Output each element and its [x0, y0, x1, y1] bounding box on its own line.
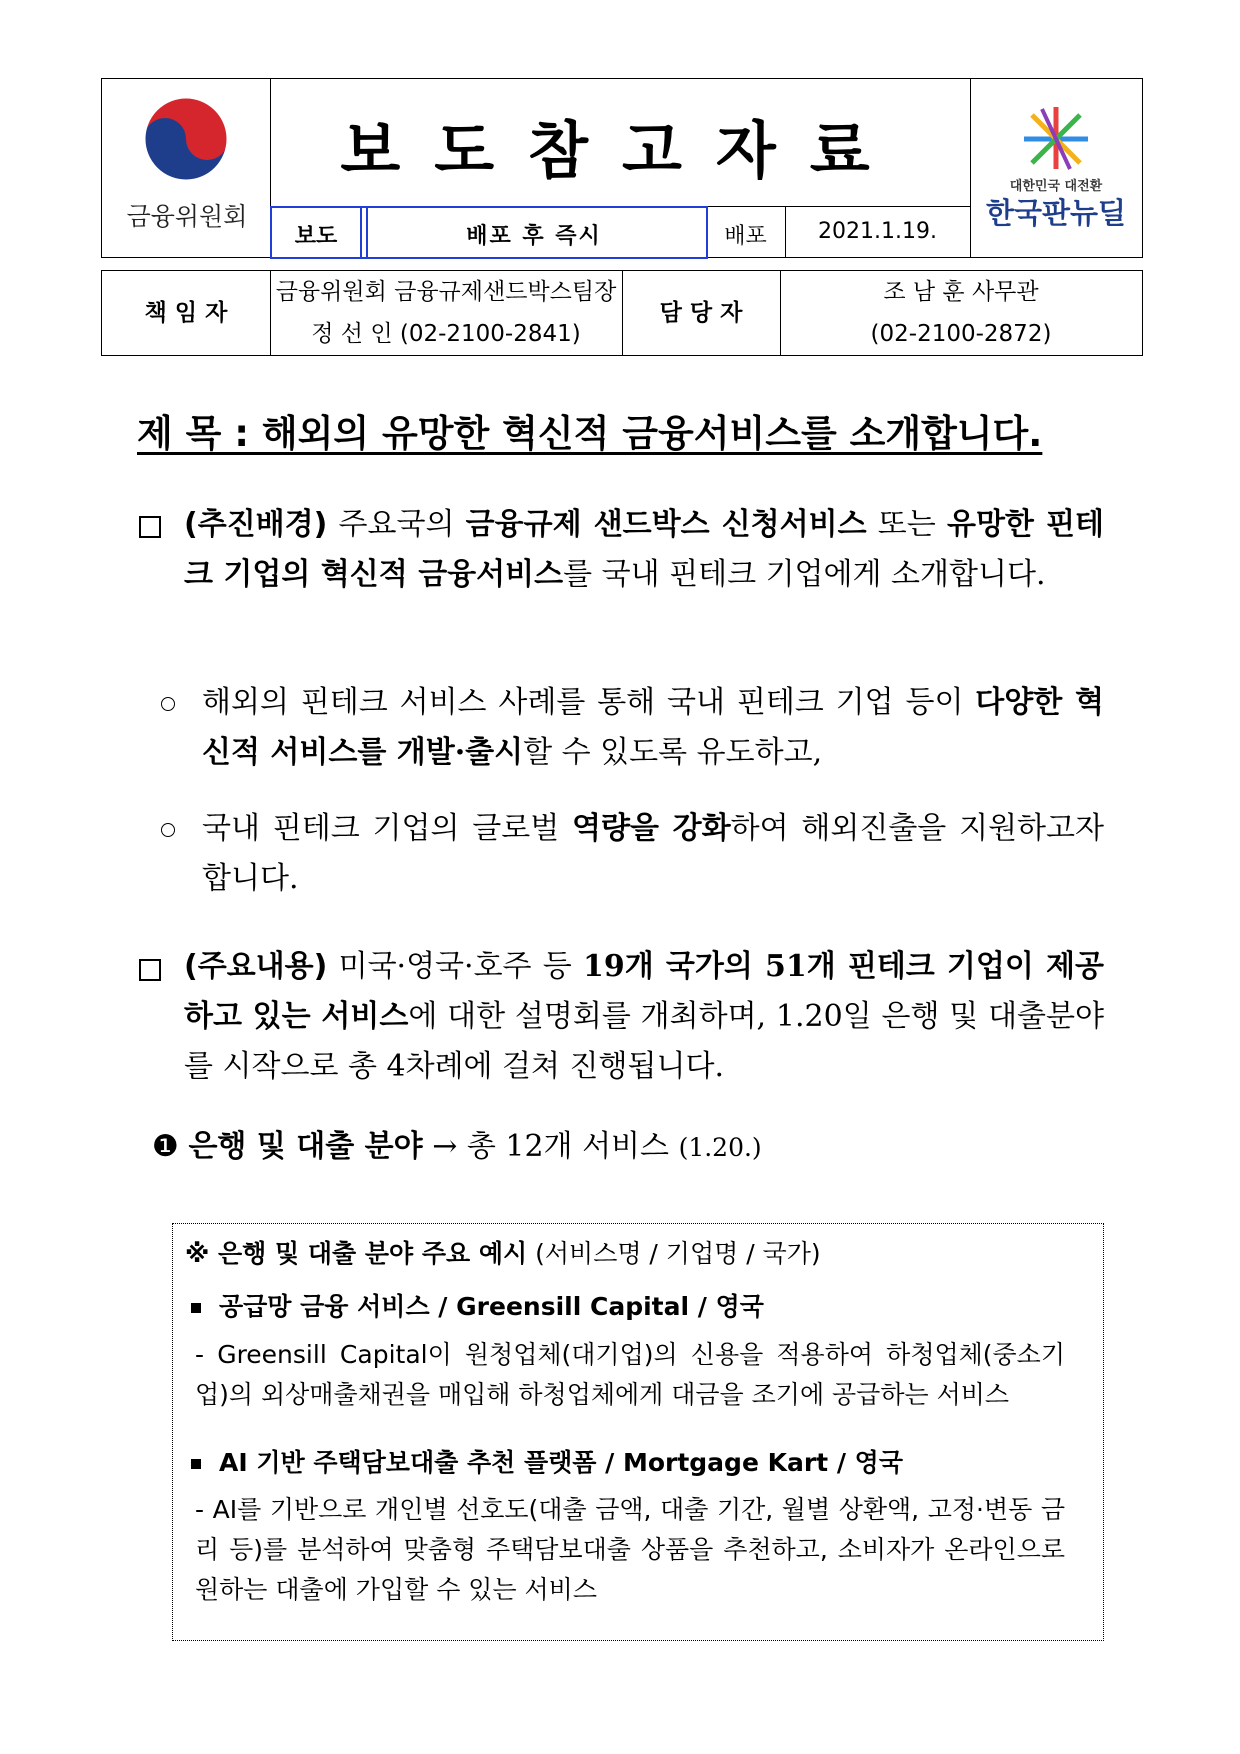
bold-span: 금융규제 샌드박스 신청서비스: [465, 507, 867, 542]
section2-paragraph: [184, 942, 1104, 1092]
checkbox-square: [139, 516, 161, 538]
text-span: → 총 12개 서비스: [422, 1129, 679, 1164]
section1-bullet1: [202, 678, 1104, 778]
responsible-label: 책 임 자: [144, 300, 228, 326]
square-bullet-icon: [191, 1303, 201, 1313]
doc-title: 보도참고자료: [340, 114, 904, 187]
text-span: 해외의 핀테크 서비스 사례를 통해 국내 핀테크 기업 등이: [202, 685, 976, 720]
section2-tag: (주요내용): [184, 949, 328, 984]
text-span: 하여 해외진출을 지원하고자 합니다.: [202, 811, 1104, 896]
officer-label: 담 당 자: [659, 300, 743, 326]
example-box: [172, 1223, 1104, 1641]
release-label: 보도: [294, 224, 338, 249]
bold-span: 19개 국가의 51개 핀테크 기업이 제공하고 있는 서비스: [184, 949, 1104, 1034]
bold-span: ※ 은행 및 대출 분야 주요 예시: [185, 1239, 528, 1268]
text-span: 국내 핀테크 기업의 글로벌: [202, 811, 572, 846]
square-bullet-icon: [191, 1459, 201, 1469]
bold-span: 역량을 강화: [572, 811, 731, 846]
fsc-logo: [102, 79, 272, 259]
newdeal-logo: [970, 79, 1142, 259]
newdeal-star-icon: [1020, 103, 1092, 173]
circle-bullet: [161, 697, 175, 711]
date-span: (1.20.): [678, 1133, 762, 1162]
text-span: 할 수 있도록 유도하고,: [523, 735, 823, 770]
bold-span: 은행 및 대출 분야: [188, 1129, 423, 1164]
text-span: 를 국내 핀테크 기업에게 소개합니다.: [563, 557, 1046, 592]
example1-desc: - Greensill Capital이 원청업체(대기업)의 신용을 적용하여 하청업체(중소기업)의 외상매출채권을 매입해 하청업체에게 대금을 조기에 공급하는 서비스: [195, 1340, 1065, 1409]
example2-title: AI 기반 주택담보대출 추천 플랫폼 / Mortgage Kart / 영국: [219, 1448, 903, 1477]
section1-bullet2: [202, 804, 1104, 904]
release-value: 배포 후 즉시: [466, 224, 602, 249]
item1-line: [152, 1122, 762, 1173]
bold-span: 다양한 혁신적 서비스를 개발·출시: [202, 685, 1104, 770]
responsible-line1: 금융위원회 금융규제샌드박스팀장: [275, 279, 617, 305]
distribution-label: 배포: [724, 224, 767, 249]
officer-line2: (02-2100-2872): [870, 321, 1052, 347]
text-span: 또는: [866, 507, 947, 542]
section1-tag: (추진배경): [184, 507, 328, 542]
responsible-line2: 정 선 인 (02-2100-2841): [311, 321, 581, 347]
contact-table: [101, 270, 1143, 356]
bold-span: 유망한 핀테크 기업의 혁신적 금융서비스: [184, 507, 1104, 592]
header-table: [101, 78, 1143, 258]
number-one-marker: ❶: [152, 1129, 179, 1164]
text-span: 에 대한 설명회를 개최하며, 1.20일 은행 및 대출분야를 시작으로 총 4차례에 걸쳐 진행됩니다.: [184, 999, 1104, 1084]
subject-line: 제 목 : 해외의 유망한 혁신적 금융서비스를 소개합니다.: [137, 412, 1043, 455]
text-span: 미국·영국·호주 등: [327, 949, 583, 984]
checkbox-square: [139, 959, 161, 981]
example-heading: [185, 1234, 821, 1270]
section1-paragraph: [184, 500, 1104, 600]
text-span: 주요국의: [327, 507, 466, 542]
text-span: (서비스명 / 기업명 / 국가): [527, 1239, 821, 1268]
example2-desc: - AI를 기반으로 개인별 선호도(대출 금액, 대출 기간, 월별 상환액, 고정·변동 금리 등)를 분석하여 맞춤형 주택담보대출 상품을 추천하고, 소비자가 온라인으로 원하는 대출에 가입할 수 있는 서비스: [195, 1495, 1065, 1604]
distribution-date: 2021.1.19.: [818, 219, 937, 244]
org-name: 금융위원회: [126, 202, 248, 231]
example1-title: 공급망 금융 서비스 / Greensill Capital / 영국: [219, 1292, 764, 1321]
circle-bullet: [161, 823, 175, 837]
newdeal-small: 대한민국 대전환: [1009, 179, 1103, 194]
officer-line1: 조 남 훈 사무관: [883, 279, 1039, 305]
newdeal-big: 한국판뉴딜: [985, 196, 1127, 230]
